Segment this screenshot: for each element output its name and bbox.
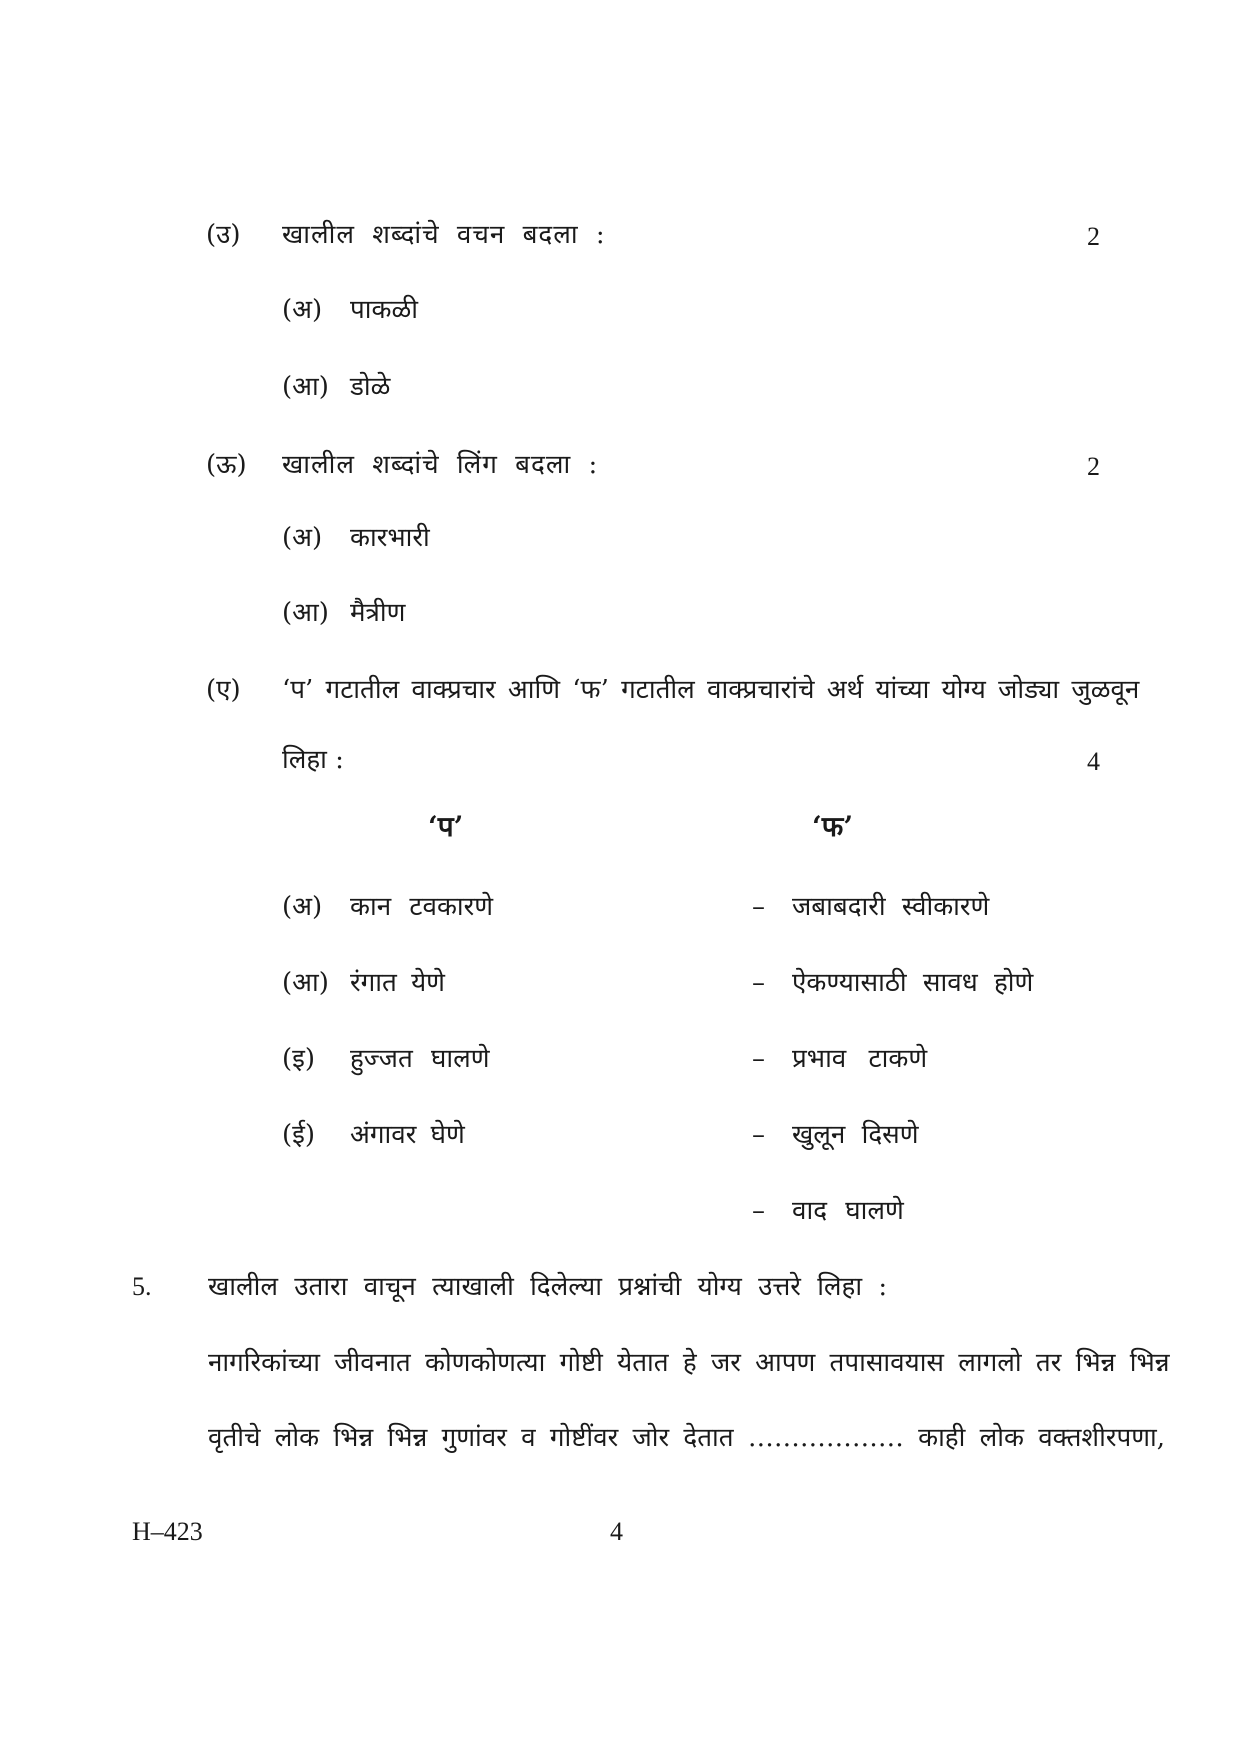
column-p-heading: ‘प’ [428,810,464,843]
column-p-item-label: (इ) [282,1044,316,1074]
column-p-item-text: रंगात येणे [350,968,445,998]
column-p-item-label: (आ) [282,968,329,998]
question-u-item-a-text: पाकळी [350,295,418,325]
question-u-text: खालील शब्दांचे वचन बदला : [282,220,606,250]
question-5-number: 5. [132,1272,152,1301]
column-f-heading: ‘फ’ [812,810,854,843]
column-f-item-dash: – [752,968,765,998]
question-u-item-aa-label: (आ) [282,372,329,402]
question-uu-text: खालील शब्दांचे लिंग बदला : [282,450,599,480]
question-u-item-a-label: (अ) [282,295,323,325]
paper-code: H–423 [132,1517,203,1546]
question-5-text: खालील उतारा वाचून त्याखाली दिलेल्या प्रश्नांची योग्य उत्तरे लिहा : [208,1272,888,1302]
column-p-item-label: (अ) [282,892,323,922]
column-p-item-text: कान टवकारणे [350,892,494,922]
column-p-item-label: (ई) [282,1120,316,1150]
question-e-text-line1: ‘प’ गटातील वाक्प्रचार आणि ‘फ’ गटातील वाक्प्रचारांचे अर्थ यांच्या योग्य जोड्या जुळवून [282,675,1140,705]
question-uu-item-aa-label: (आ) [282,598,329,628]
question-u-marks: 2 [1087,222,1100,251]
column-f-item-text: जबाबदारी स्वीकारणे [792,892,990,922]
column-p-item-text: अंगावर घेणे [350,1120,465,1150]
question-uu-item-aa-text: मैत्रीण [350,598,406,628]
column-f-item-text: खुलून दिसणे [792,1120,919,1150]
question-e-marks: 4 [1087,747,1100,776]
page-number: 4 [610,1517,623,1546]
column-f-item-dash: – [752,1196,765,1226]
column-f-item-dash: – [752,1044,765,1074]
column-f-item-text: वाद घालणे [792,1196,904,1226]
question-u-item-aa-text: डोळे [350,372,391,402]
question-uu-item-a-text: कारभारी [350,523,430,553]
question-e-text-line2: लिहा : [282,745,344,775]
question-e-label: (ए) [206,675,241,705]
question-uu-marks: 2 [1087,452,1100,481]
column-f-item-text: प्रभाव टाकणे [792,1044,928,1074]
passage-line-1: नागरिकांच्या जीवनात कोणकोणत्या गोष्टी येतात हे जर आपण तपासावयास लागलो तर भिन्न भिन्न [208,1348,1170,1378]
question-uu-label: (ऊ) [206,450,247,480]
column-f-item-text: ऐकण्यासाठी सावध होणे [792,968,1034,998]
passage-line-2: वृतीचे लोक भिन्न भिन्न गुणांवर व गोष्टींवर जोर देतात ……………… काही लोक वक्तशीरपणा, [208,1423,1166,1453]
column-f-item-dash: – [752,1120,765,1150]
column-f-item-dash: – [752,892,765,922]
column-p-item-text: हुज्जत घालणे [350,1044,490,1074]
question-u-label: (उ) [206,220,241,250]
question-uu-item-a-label: (अ) [282,523,323,553]
